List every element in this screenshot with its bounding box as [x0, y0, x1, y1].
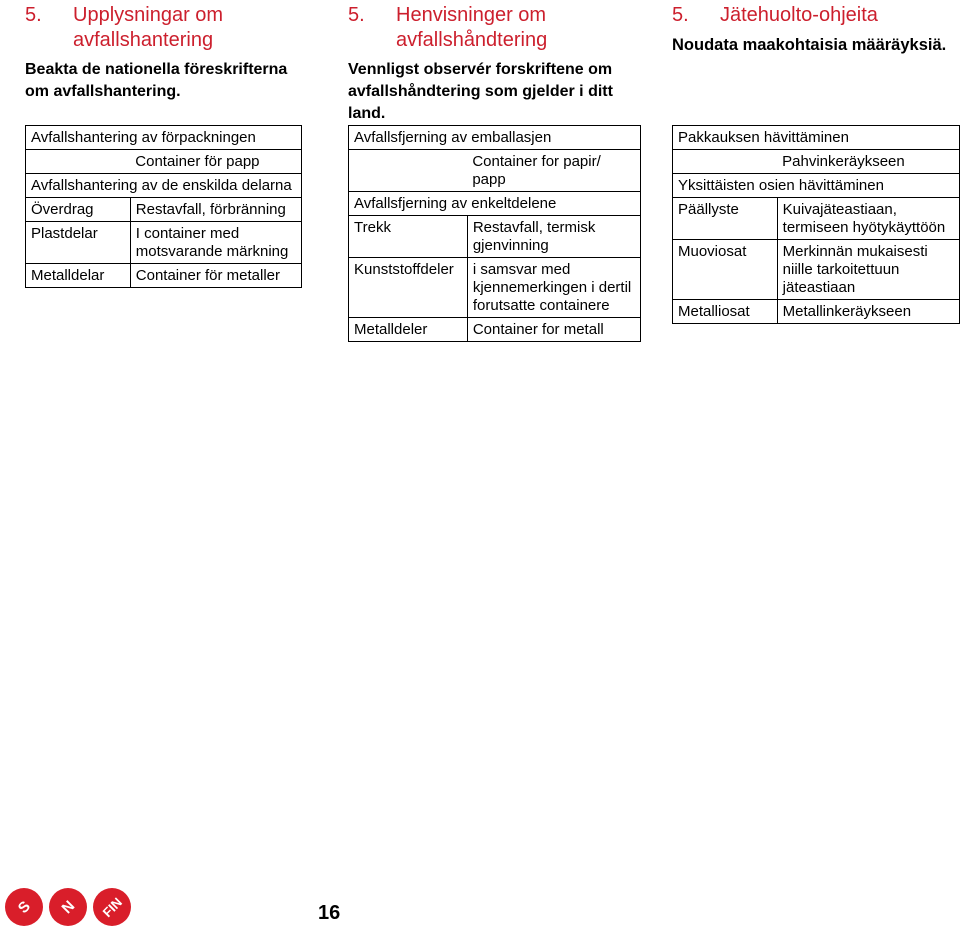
flag-sv-icon: S [0, 880, 51, 934]
table-row [349, 216, 641, 258]
subtitle-sv [25, 59, 305, 103]
heading-line: Henvisninger om [396, 4, 547, 26]
packaging-header: Avfallshantering av förpackningen [26, 126, 302, 150]
part-name: Överdrag [26, 198, 131, 222]
part-name: Trekk [349, 216, 468, 258]
subtitle-line: avfallshåndtering som gjelder i ditt [348, 83, 613, 100]
section-heading-sv [25, 3, 305, 53]
section-number: 5. [348, 4, 365, 26]
packaging-disposal: Pahvinkeräykseen [777, 150, 959, 174]
part-disposal: Metallinkeräykseen [777, 300, 959, 324]
table-row [673, 198, 960, 240]
part-disposal: Merkinnän mukaisesti niille tarkoitettuun jäteastiaan [777, 240, 959, 300]
section-number: 5. [25, 4, 42, 26]
table-row [673, 300, 960, 324]
disposal-table-sv [25, 125, 302, 288]
packaging-header: Pakkauksen hävittäminen [673, 126, 960, 150]
table-row [26, 222, 302, 264]
part-disposal: Restavfall, termisk gjenvinning [467, 216, 640, 258]
table-row [349, 258, 641, 318]
part-disposal: Container för metaller [130, 264, 301, 288]
part-name: Muoviosat [673, 240, 778, 300]
heading-line: Upplysningar om [73, 4, 224, 26]
packaging-disposal: Container for papir/ papp [467, 150, 640, 192]
section-heading-fi [672, 3, 960, 28]
part-name: Metalldelar [26, 264, 131, 288]
part-disposal: I container med motsvarande märkning [130, 222, 301, 264]
part-name: Kunststoffdeler [349, 258, 468, 318]
subtitle-line: land. [348, 105, 386, 122]
table-row [26, 264, 302, 288]
parts-header: Avfallsfjerning av enkeltdelene [349, 192, 641, 216]
finnish-section [672, 0, 960, 56]
table-row [26, 198, 302, 222]
packaging-header: Avfallsfjerning av emballasjen [349, 126, 641, 150]
disposal-table-no [348, 125, 641, 342]
subtitle-line: om avfallshantering. [25, 83, 181, 100]
heading-line: Jätehuolto-ohjeita [720, 4, 878, 26]
parts-header: Avfallshantering av de enskilda delarna [26, 174, 302, 198]
packaging-disposal: Container för papp [130, 150, 301, 174]
language-flags [5, 883, 135, 931]
part-disposal: i samsvar med kjennemerkingen i dertil forutsatte containere [467, 258, 640, 318]
flag-no-icon: N [41, 880, 95, 934]
norwegian-section [348, 0, 643, 125]
swedish-section [25, 0, 305, 103]
heading-line: avfallshåndtering [396, 29, 548, 51]
parts-header: Yksittäisten osien hävittäminen [673, 174, 960, 198]
subtitle-fi [672, 34, 960, 56]
flag-fin-icon: FIN [85, 880, 139, 934]
part-disposal: Kuivajäteastiaan, termiseen hyötykäyttöön [777, 198, 959, 240]
part-name: Metalldeler [349, 318, 468, 342]
part-name: Plastdelar [26, 222, 131, 264]
page-number: 16 [318, 902, 341, 924]
part-disposal: Container for metall [467, 318, 640, 342]
subtitle-no [348, 59, 643, 125]
table-row [673, 240, 960, 300]
part-name: Metalliosat [673, 300, 778, 324]
heading-line: avfallshantering [73, 29, 214, 51]
subtitle-line: Vennligst observér forskriftene om [348, 61, 613, 78]
subtitle-line: Noudata maakohtaisia määräyksiä. [672, 36, 947, 54]
section-heading-no [348, 3, 643, 53]
section-number: 5. [672, 4, 689, 26]
subtitle-line: Beakta de nationella föreskrifterna [25, 61, 288, 78]
table-row [349, 318, 641, 342]
part-name: Päällyste [673, 198, 778, 240]
disposal-table-fi [672, 125, 960, 324]
part-disposal: Restavfall, förbränning [130, 198, 301, 222]
